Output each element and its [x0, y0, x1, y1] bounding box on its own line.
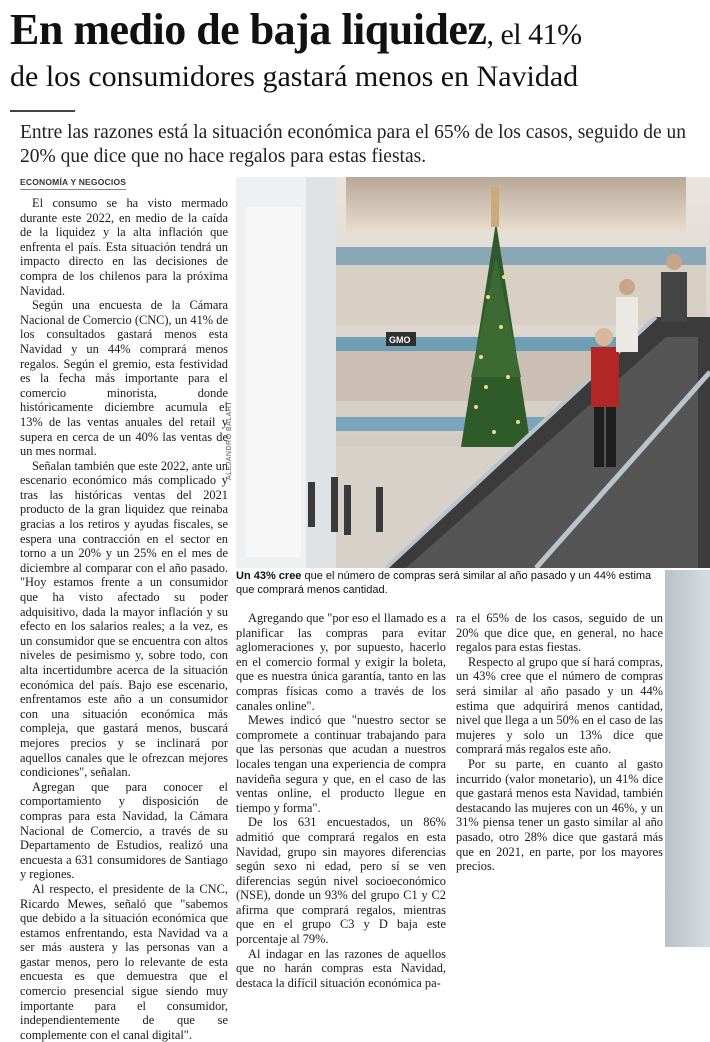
paragraph: ra el 65% de los casos, seguido de un 20% que dice que, en general, no hace regalos para estas fiestas.: [456, 611, 663, 655]
paragraph: El consumo se ha visto mermado durante este 2022, en medio de la caída de la liquidez y la alta inflación que enfrenta el país. Esta situación tendrá un impacto directo en las decisiones de compra de los chilenos para la próxima Navidad.: [20, 196, 228, 298]
caption-bold: Un 43% cree: [236, 570, 302, 582]
paragraph: Respecto al grupo que sí hará compras, un 43% cree que el número de compras será similar al año pasado y un 44% estima que adquirirá menos cantidad, nivel que llega a un 50% en el caso de las mujeres y solo un 13% dice que comprará más regalos este año.: [456, 654, 663, 757]
headline: [10, 6, 705, 95]
article-column-2: [236, 611, 446, 990]
mall-christmas-photo: [236, 177, 710, 568]
article-column-3: [456, 611, 663, 874]
deck: Entre las razones está la situación económica para el 65% de los casos, seguido de un 20% que dice que no hace regalos para estas fiestas.: [20, 122, 687, 167]
store-sign: GMO: [389, 335, 411, 345]
paragraph: Al respecto, el presidente de la CNC, Ricardo Mewes, señaló que "sabemos que debido a la situación económica que estamos enfrentando, esta Navidad va a ser más austera y las personas van a gastar menos, pero lo relevante de esta encuesta es que demuestra que el comercio presencial sigue siendo muy importante para el consumidor, independientemente de que se complemente con el canal digital".: [20, 881, 228, 1042]
photo-credit: ALEJANDRO BALART: [226, 400, 233, 480]
paragraph: Agregan que para conocer el comportamiento y disposición de compras para esta Navidad, la Cámara Nacional de Comercio, a través de su Departamento de Estudios, realizó una encuesta a 631 consumidores de Santiago y regiones.: [20, 779, 228, 882]
paragraph: Según una encuesta de la Cámara Nacional de Comercio (CNC), un 41% de los consultados gastará menos esta Navidad y un 44% comprará menos regalos. Según el gremio, esta festividad es la fecha más importante para el comercio minorista, donde históricamente diciembre acumula el 13% de las ventas anuales del retail y supera en cerca de un 40% las ventas de un mes normal.: [20, 298, 228, 459]
paragraph: Por su parte, en cuanto al gasto incurrido (valor monetario), un 41% dice que gastará menos esta Navidad, también destacando las mujeres con un 46%, y un 31% piensa tener un gasto similar al año pasado, otro 28% dice que gastará más que en 2021, en parte, por los mayores precios.: [456, 756, 663, 874]
paragraph: Agregando que "por eso el llamado es a planificar las compras para evitar aglomeraciones y, por supuesto, hacerlo en el comercio formal y exigir la boleta, que es nuestra única garantía, tanto en las compras físicas como a través de los canales online".: [236, 611, 446, 713]
photo-caption: [236, 570, 670, 597]
page-edge-strip: [665, 570, 710, 947]
caption-text: que el número de compras será similar al año pasado y un 44% estima que comprará menos cantidad.: [236, 570, 652, 596]
headline-bold: En medio de baja liquidez: [10, 5, 487, 54]
photo-illustration: [236, 177, 710, 568]
paragraph: Mewes indicó que "nuestro sector se compromete a continuar trabajando para que las personas que acudan a nuestros locales tengan una experiencia de compra navideña segura y que, en el caso de las ventas online, el producto llegue en tiempo y forma".: [236, 713, 446, 815]
paragraph: Al indagar en las razones de aquellos que no harán compras esta Navidad, destaca la difícil situación económica pa-: [236, 946, 446, 990]
paragraph: De los 631 encuestados, un 86% admitió que comprará regalos en esta Navidad, grupo sin mayores diferencias según sexo ni edad, pero sí se ven diferencias según nivel socioeconómico (NSE), donde un 93% del grupo C1 y C2 afirma que comprará regalos, mientras que en el grupo C3 y D baja este porcentaje al 79%.: [236, 815, 446, 947]
paragraph: Señalan también que este 2022, ante un escenario económico más complicado y tras las históricas ventas del 2021 producto de la gran liquidez que reinaba gracias a los retiros y ayudas fiscales, se espera una contracción en el sector en torno a un 20% y un 25% en el mes de diciembre al comparar con el año pasado. "Hoy estamos frente a un consumidor que ha visto afectado su poder adquisitivo, dada la mayor inflación y su efecto en los salarios reales; a la vez, es un consumidor que se encuentra con altos niveles de pesimismo y, sobre todo, con alta incertidumbre acerca de la situación económica del país. Bajo ese escenario, enfrentamos este año a un consumidor con una situación económica más compleja, que gastará menos, buscará mejores precios y se inclinará por aquellos canales que le ofrezcan mejores condiciones", señalan.: [20, 458, 228, 780]
headline-line-2: de los consumidores gastará menos en Navidad: [10, 60, 579, 93]
headline-rule: [10, 110, 75, 112]
headline-light: , el 41%: [486, 18, 582, 51]
headline-line-1: [10, 6, 705, 59]
article-column-1: [20, 196, 228, 1042]
section-label: ECONOMÍA Y NEGOCIOS: [20, 177, 126, 190]
